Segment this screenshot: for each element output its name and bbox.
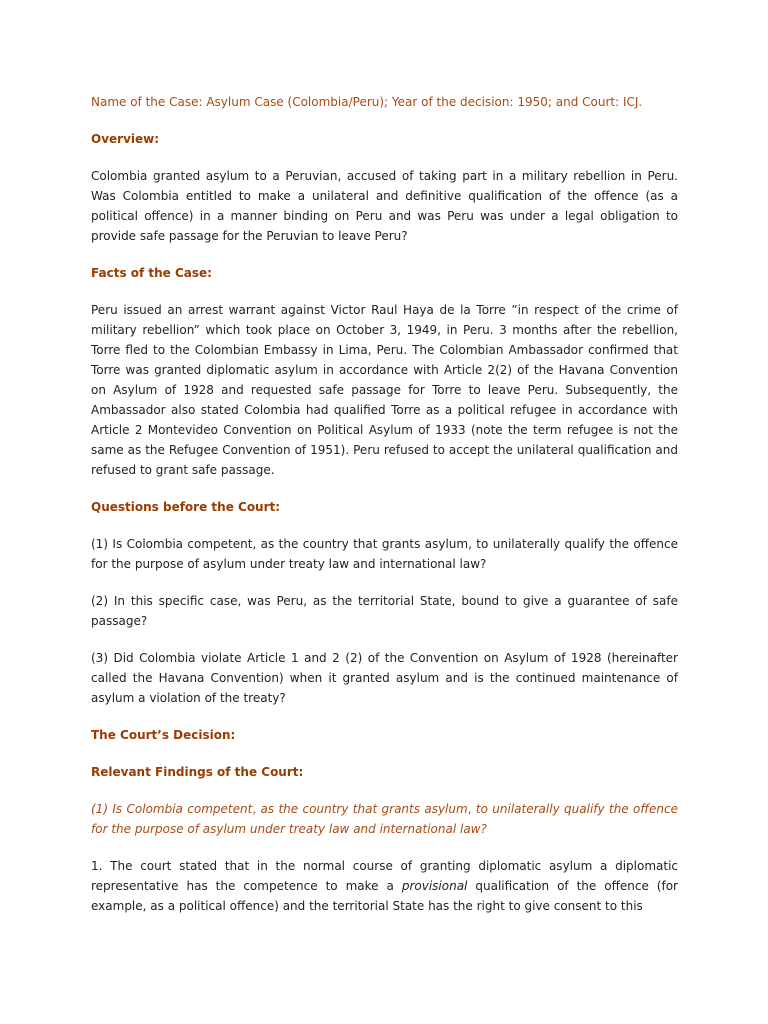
- document-page: [91, 92, 678, 933]
- decision-heading: The Court’s Decision:: [91, 728, 236, 742]
- questions-heading: Questions before the Court:: [91, 500, 281, 514]
- finding-question-1-comma-2: ,: [467, 802, 472, 816]
- overview-paragraph: Colombia granted asylum to a Peruvian, accused of taking part in a military rebellion in Peru. Was Colombia entitled to make a unilateral and definitive qualification of the offence (as a political offence) in a manner binding on Peru and was Peru was under a legal obligation to provide safe passage for the Peruvian to leave Peru?: [91, 169, 678, 243]
- finding-question-1: [91, 799, 678, 839]
- case-title-line: Name of the Case: Asylum Case (Colombia/Peru); Year of the decision: 1950; and Court: ICJ.: [91, 95, 643, 109]
- facts-paragraph: Peru issued an arrest warrant against Victor Raul Haya de la Torre ”in respect of the crime of military rebellion” which took place on October 3, 1949, in Peru. 3 months after the rebellion, Torre fled to the Colombian Embassy in Lima, Peru. The Colombian Ambassador confirmed that Torre was granted diplomatic asylum in accordance with Article 2(2) of the Havana Convention on Asylum of 1928 and requested safe passage for Torre to leave Peru. Subsequently, the Ambassador also stated Colombia had qualified Torre as a political refugee in accordance with Article 2 Montevideo Convention on Political Asylum of 1933 (note the term refugee is not the same as the Refugee Convention of 1951). Peru refused to accept the unilateral qualification and refused to grant safe passage.: [91, 303, 678, 477]
- finding-question-1-comma-1: ,: [252, 802, 257, 816]
- finding-1-text-after: qualification of the offence (for example, as a political offence) and the territorial State has the right to give consent to this: [91, 879, 678, 913]
- finding-question-1-part-1: (1) Is Colombia competent: [91, 802, 253, 816]
- finding-question-1-part-2: as the country that grants asylum: [256, 802, 468, 816]
- finding-1-paragraph: [91, 856, 678, 916]
- overview-heading: Overview:: [91, 132, 160, 146]
- question-1: (1) Is Colombia competent, as the country that grants asylum, to unilaterally qualify the offence for the purpose of asylum under treaty law and international law?: [91, 537, 678, 571]
- question-2: (2) In this specific case, was Peru, as the territorial State, bound to give a guarantee of safe passage?: [91, 594, 678, 628]
- findings-heading: Relevant Findings of the Court:: [91, 765, 304, 779]
- question-3: (3) Did Colombia violate Article 1 and 2 (2) of the Convention on Asylum of 1928 (hereinafter called the Havana Convention) when it granted asylum and is the continued maintenance of asylum a violation of the treaty?: [91, 651, 678, 705]
- finding-1-emphasis: provisional: [401, 879, 468, 893]
- facts-heading: Facts of the Case:: [91, 266, 212, 280]
- finding-question-1-part-3: to unilaterally qualify the offence for the purpose of asylum under treaty law and international law?: [91, 802, 679, 836]
- finding-1-text-before: 1. The court stated that in the normal course of granting diplomatic asylum a diplomatic representative has the competence to make a: [91, 859, 678, 893]
